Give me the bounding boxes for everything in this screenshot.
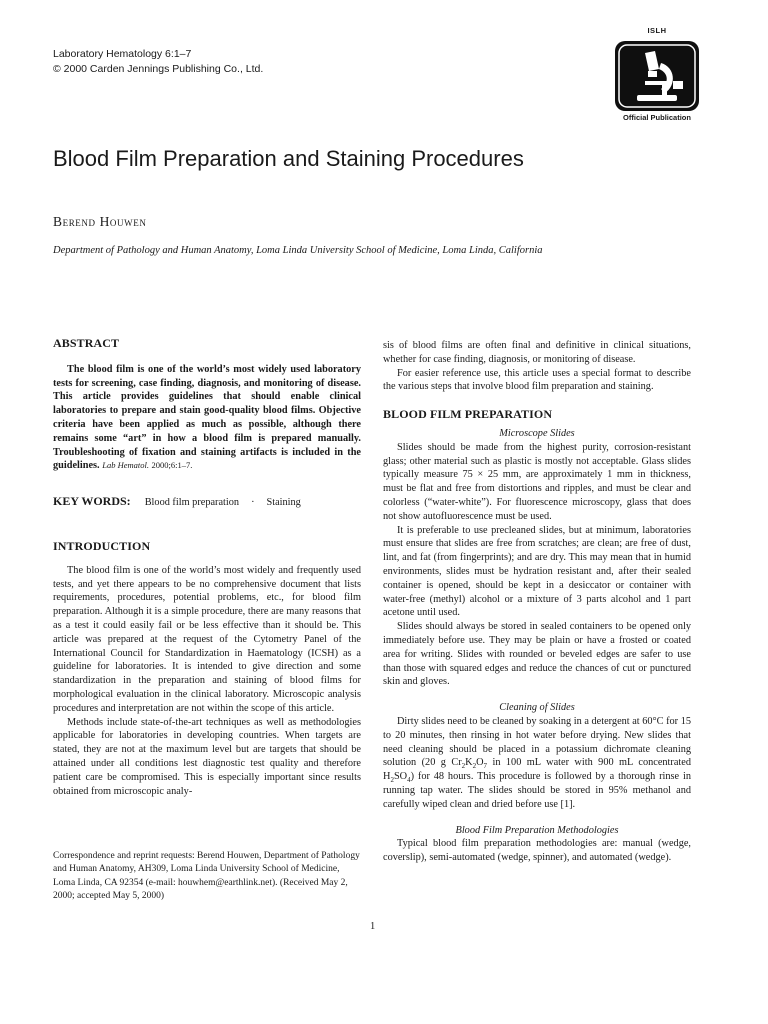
- subheading-cleaning-of-slides: Cleaning of Slides: [499, 702, 575, 714]
- introduction-paragraph: The blood film is one of the world’s most widely and frequently used tests, and yet there appears to be no comprehensive document that lists requirements, procedures, potential problems, etc., for blood film preparation. Although it is a simple procedure, there are many reasons that as a test it could easily fail or be less effective than it should be. This article was prepared at the request of the Cytometry Panel of the International Council for Standardization in Haematology (ICSH) as a guideline for laboratories. It is intended to give direction and some standardization in the preparation and staining of blood films for morphological evaluation in the clinical laboratory. Microscopic analysis procedures and interpretation are not within the scope of this article.: [53, 564, 361, 714]
- slides-paragraph: Slides should be made from the highest purity, corrosion-resistant glass; other material such as plastic is mostly not acceptable. Glass slides typically measure 75 × 25 mm, are approximately 1 mm in thickness, must be flat and free from distortions and ripples, and must be clear and colorless (“water-white”). For fluorescence microscopy, glass that does not show autofluorescence must be used.: [383, 441, 691, 522]
- abstract-heading: ABSTRACT: [53, 336, 120, 350]
- abstract-citation: Lab Hematol.: [102, 460, 149, 471]
- slides-paragraph: It is preferable to use precleaned slides, but at minimum, laboratories must ensure that slides are free from scratches; are clean; are free of dust, lint, and fat (from fingerprints); and are dry. This may mean that in humid environments, slides must be hydration resistant and, after their sealed container is opened, should be kept in a desiccator or container with water-free (methyl) alcohol or a mixture of 3 parts alcohol and 1 part acetone until used.: [383, 524, 691, 619]
- cleaning-text: Dirty slides need to be cleaned by soaking in a detergent at 60°C for 15 to 20 minutes, then rinsing in hot water before drying. New slides that need cleaning should be placed in a potassium dichromate cleaning solution (20 g Cr: [383, 715, 691, 769]
- page-number: 1: [370, 921, 376, 932]
- copyright-line: © 2000 Carden Jennings Publishing Co., Ltd.: [53, 63, 264, 75]
- cleaning-text: O: [476, 757, 484, 769]
- islh-logo: [602, 26, 712, 122]
- reference-note-paragraph: For easier reference use, this article uses a special format to describe the various steps that involve blood film preparation and staining.: [383, 367, 691, 393]
- continuation-paragraph: sis of blood films are often final and definitive in clinical situations, whether for case finding, diagnosis, or monitoring of disease.: [383, 340, 691, 365]
- journal-citation: Laboratory Hematology 6:1–7: [53, 48, 192, 60]
- keyword-separator: ·: [251, 497, 255, 509]
- subheading-microscope-slides: Microscope Slides: [499, 427, 575, 439]
- left-column: [53, 337, 361, 798]
- keywords-label: KEY WORDS:: [53, 494, 131, 509]
- introduction-paragraph: Methods include state-of-the-art techniques as well as methodologies applicable for laboratories in developing countries. When targets are stated, they are not at the maximum level but are targets that should be attained under all conditions lest diagnostic test quality and therefore patient care be compromised. This is especially important since results obtained from microscopic analy-: [53, 716, 361, 797]
- slides-paragraph: Slides should always be stored in sealed containers to be opened only immediately before use. They may be plain or have a frosted or coated area for writing. Slides with rounded or beveled edges are safer to use than those with squared edges and reduce the chances of cut or punctured skin and gloves.: [383, 621, 691, 688]
- right-column: [383, 339, 691, 865]
- cleaning-text: SO: [393, 771, 408, 783]
- keyword-item: Staining: [266, 497, 301, 509]
- cleaning-text: K: [465, 757, 473, 769]
- methodologies-paragraph: Typical blood film preparation methodologies are: manual (wedge, coverslip), semi-automated (wedge, spinner), and automated (wedge).: [383, 838, 691, 864]
- abstract-citation-tail: 2000;6:1–7.: [151, 460, 193, 471]
- keywords: [53, 495, 361, 510]
- subscript: 2: [472, 762, 477, 771]
- article-title: Blood Film Preparation and Staining Procedures: [53, 146, 524, 171]
- subscript: 2: [390, 776, 394, 785]
- journal-info: [53, 47, 263, 77]
- section-heading-blood-film-preparation: BLOOD FILM PREPARATION: [383, 407, 553, 422]
- introduction-heading: INTRODUCTION: [53, 538, 151, 553]
- keyword-item: Blood film preparation: [144, 497, 240, 509]
- abstract-body: [53, 363, 361, 473]
- subscript: 7: [483, 762, 488, 771]
- subheading-methodologies: Blood Film Preparation Methodologies: [455, 824, 619, 836]
- cleaning-text: in 100 mL water with 900 mL concentrated H: [383, 757, 691, 783]
- abstract-text: The blood film is one of the world’s most widely used laboratory tests for screening, case finding, diagnosis, and monitoring of disease. This article provides guidelines that should enable clinical laboratories to prepare and stain good-quality blood films. Objective criteria have been applied as much as possible, although there remains some “art” in how a blood film is prepared manually. Troubleshooting of fixation and staining artifacts is included in the guidelines.: [53, 363, 361, 472]
- correspondence-footnote: Correspondence and reprint requests: Berend Houwen, Department of Pathology and Human Anatomy, AH309, Loma Linda University School of Medicine, Loma Linda, CA 92354 (e-mail: houwhem@earthlink.net). (Received May 2, 2000; accepted May 5, 2000): [53, 851, 360, 902]
- cleaning-text: ) for 48 hours. This procedure is followed by a thorough rinse in running tap water. The slides should be stored in 95% methanol and carefully wiped clean and dried before use [1].: [383, 771, 691, 810]
- logo-caption: Official Publication: [623, 113, 691, 122]
- subscript: 2: [461, 762, 466, 771]
- microscope-icon: [615, 41, 699, 111]
- subscript: 4: [407, 776, 411, 785]
- logo-org: ISLH: [647, 26, 667, 35]
- author-name: Berend Houwen: [53, 214, 147, 229]
- cleaning-paragraph: [383, 715, 691, 812]
- author-affiliation: Department of Pathology and Human Anatomy, Loma Linda University School of Medicine, Loma Linda, California: [53, 245, 543, 256]
